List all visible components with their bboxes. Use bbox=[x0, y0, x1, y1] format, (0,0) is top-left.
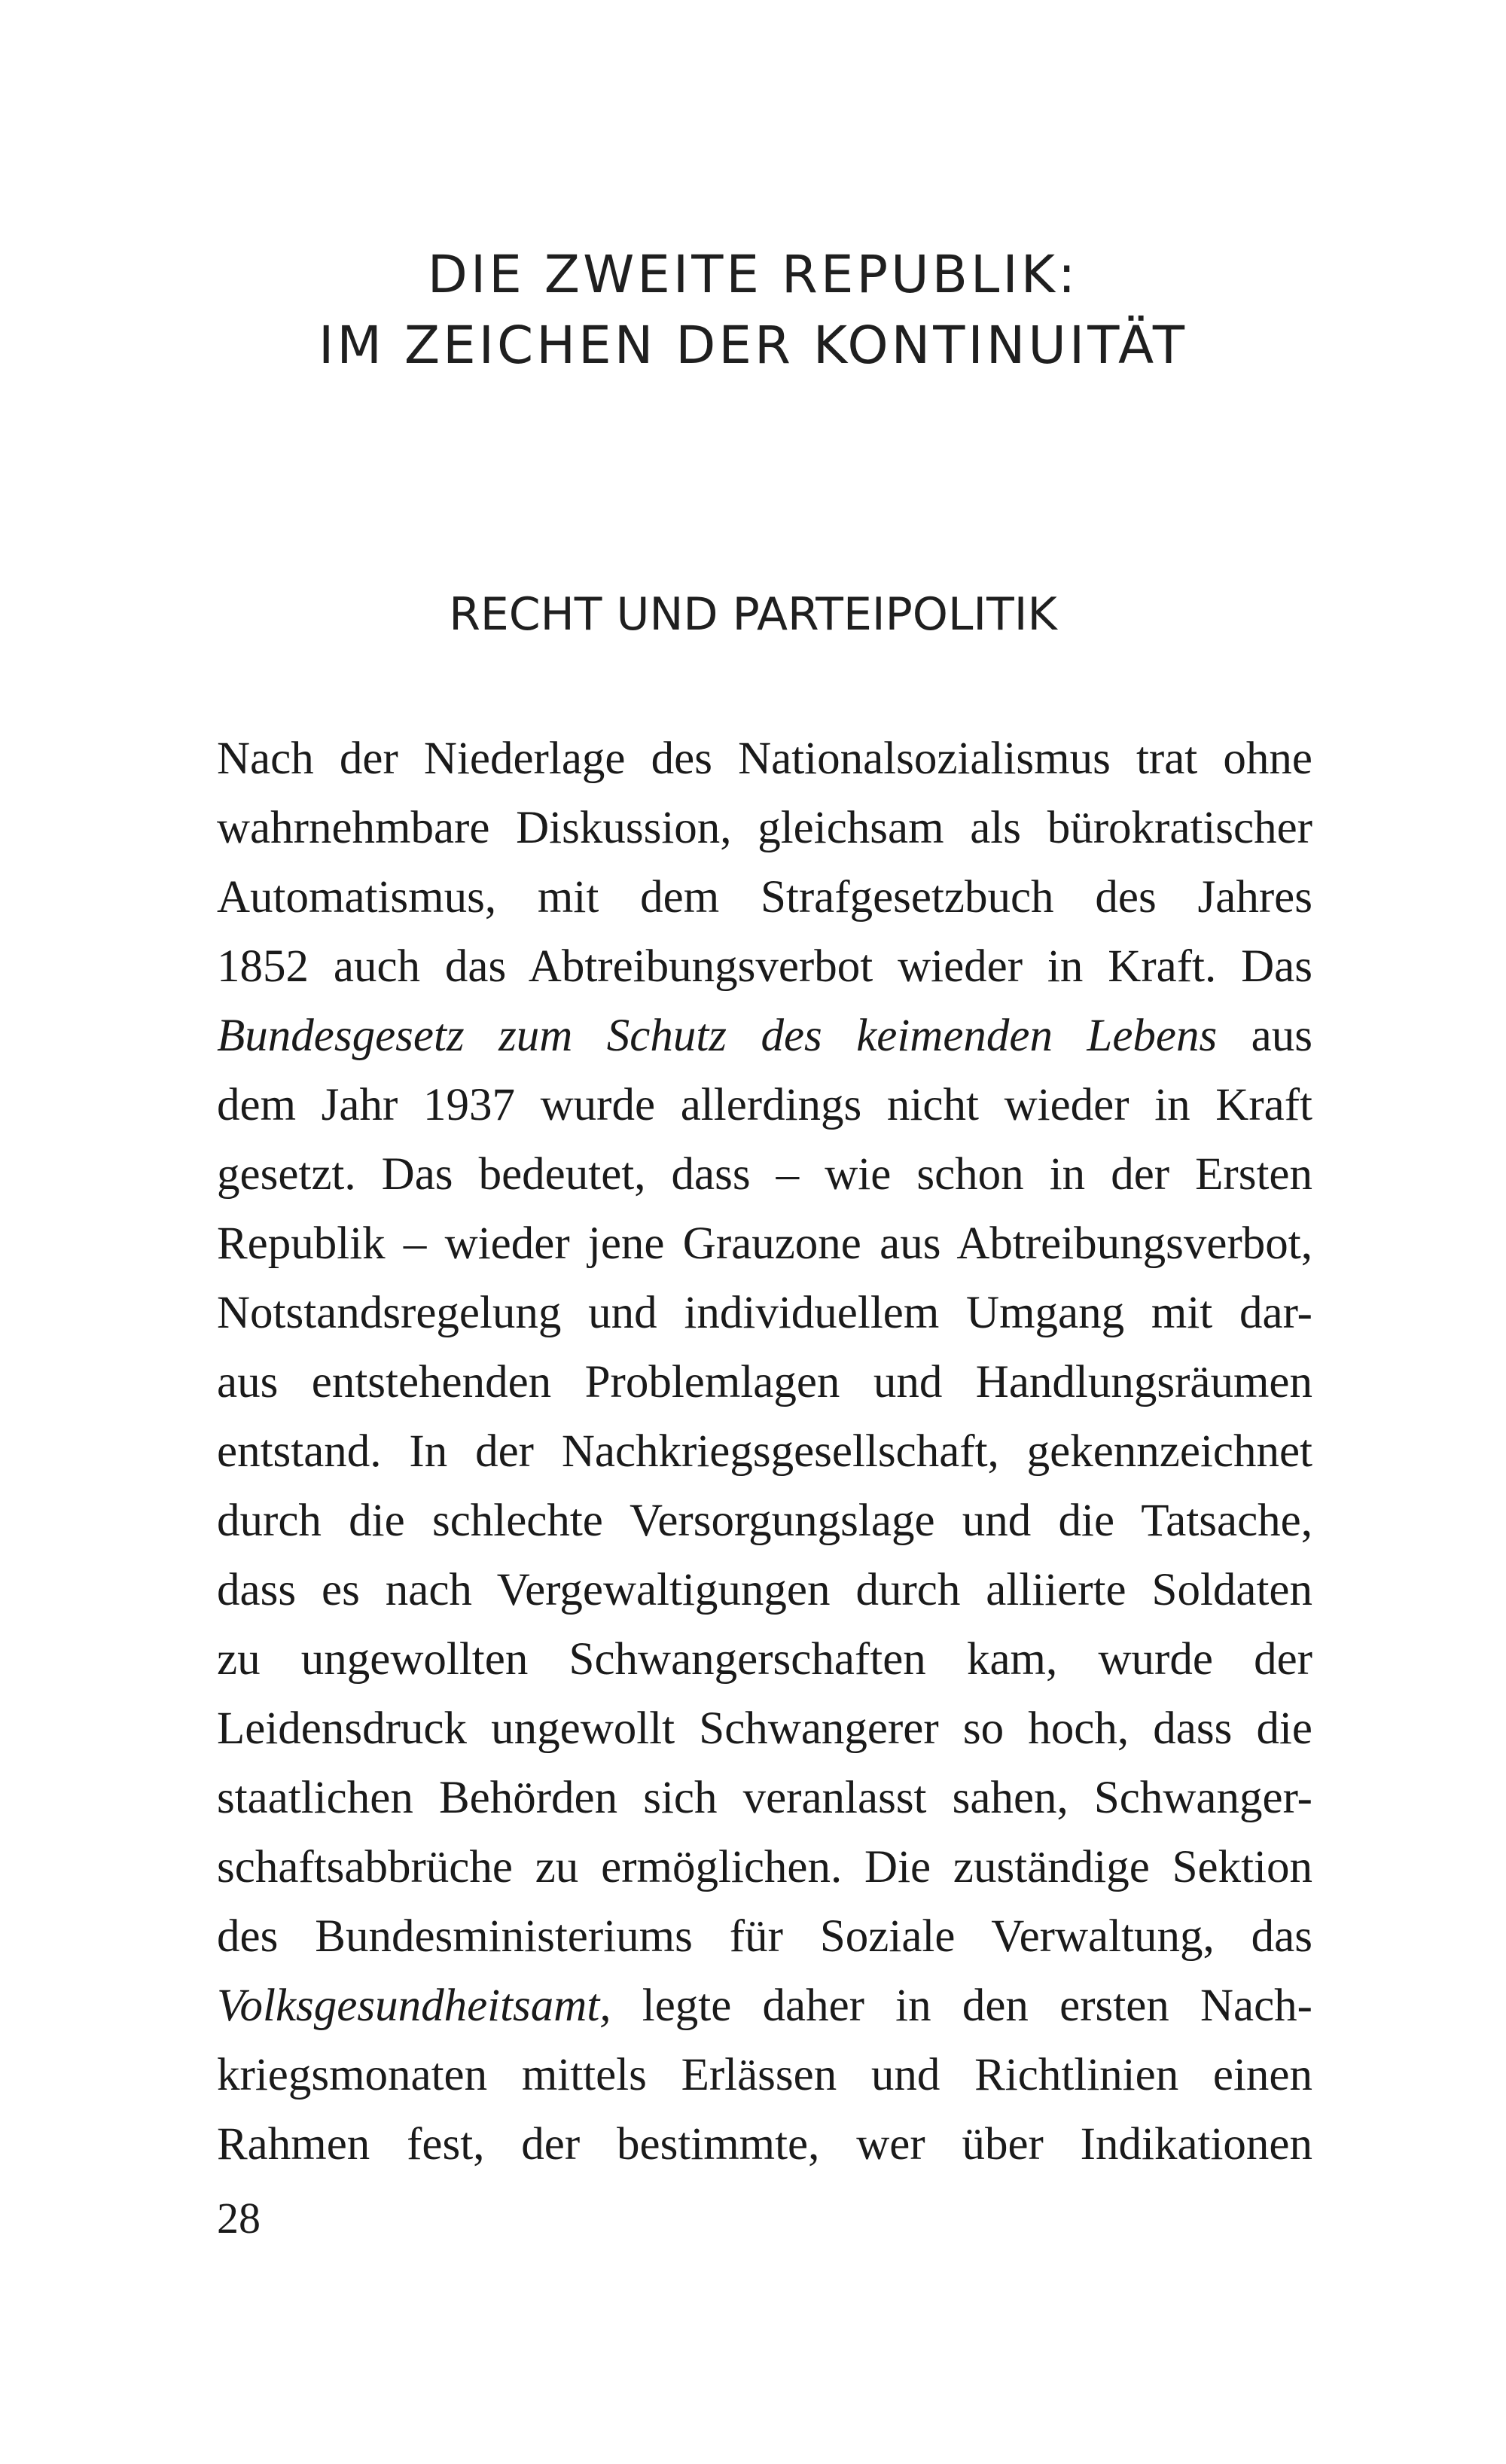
body-line: entstand. In der Nachkriegsgesellschaft, gekennzeichnet bbox=[217, 1426, 1312, 1477]
body-line: kriegsmonaten mittels Erlässen und Richtlinien einen bbox=[217, 2050, 1312, 2100]
body-line: des Bundesministeriums für Soziale Verwaltung, das bbox=[217, 1911, 1312, 1962]
chapter-title bbox=[0, 239, 1506, 381]
chapter-title-line-1: DIE ZWEITE REPUBLIK: bbox=[427, 245, 1079, 305]
section-title: RECHT UND PARTEIPOLITIK bbox=[449, 588, 1057, 641]
body-line: Republik – wieder jene Grauzone aus Abtreibungsverbot, bbox=[217, 1218, 1312, 1269]
body-line: 1852 auch das Abtreibungsverbot wieder in Kraft. Das bbox=[217, 941, 1312, 992]
body-line-with-italic-office bbox=[217, 1972, 1312, 2041]
italic-law-title: Bundesgesetz zum Schutz des keimenden Lebens bbox=[217, 1011, 1218, 1061]
body-line: Nach der Niederlage des Nationalsozialismus trat ohne bbox=[217, 733, 1312, 784]
body-line: Rahmen fest, der bestimmte, wer über Indikationen bbox=[217, 2119, 1312, 2170]
body-paragraph bbox=[217, 724, 1312, 2179]
body-line-tail: legte daher in den ersten Nach- bbox=[611, 1981, 1312, 2031]
body-line-tail: aus bbox=[1217, 1011, 1312, 1061]
body-line: zu ungewollten Schwangerschaften kam, wurde der bbox=[217, 1634, 1312, 1685]
body-line-with-italic-title bbox=[217, 1002, 1312, 1071]
body-line: wahrnehmbare Diskussion, gleichsam als bürokratischer bbox=[217, 803, 1312, 853]
body-line: durch die schlechte Versorgungslage und die Tatsache, bbox=[217, 1496, 1312, 1546]
italic-office-name: Volksgesundheitsamt, bbox=[217, 1981, 611, 2031]
body-line: staatlichen Behörden sich veranlasst sahen, Schwanger- bbox=[217, 1773, 1312, 1823]
body-line: Automatismus, mit dem Strafgesetzbuch des Jahres bbox=[217, 872, 1312, 922]
body-line: dass es nach Vergewaltigungen durch alliierte Soldaten bbox=[217, 1565, 1312, 1615]
page-number: 28 bbox=[217, 2194, 261, 2243]
body-line: Notstandsregelung und individuellem Umgang mit dar- bbox=[217, 1288, 1312, 1338]
chapter-title-line-2: IM ZEICHEN DER KONTINUITÄT bbox=[319, 316, 1187, 376]
body-line: Leidensdruck ungewollt Schwangerer so hoch, dass die bbox=[217, 1703, 1312, 1754]
body-line: schaftsabbrüche zu ermöglichen. Die zuständige Sektion bbox=[217, 1842, 1312, 1892]
body-line: aus entstehenden Problemlagen und Handlungsräumen bbox=[217, 1357, 1312, 1407]
body-line: gesetzt. Das bedeutet, dass – wie schon in der Ersten bbox=[217, 1149, 1312, 1200]
body-line: dem Jahr 1937 wurde allerdings nicht wieder in Kraft bbox=[217, 1080, 1312, 1130]
